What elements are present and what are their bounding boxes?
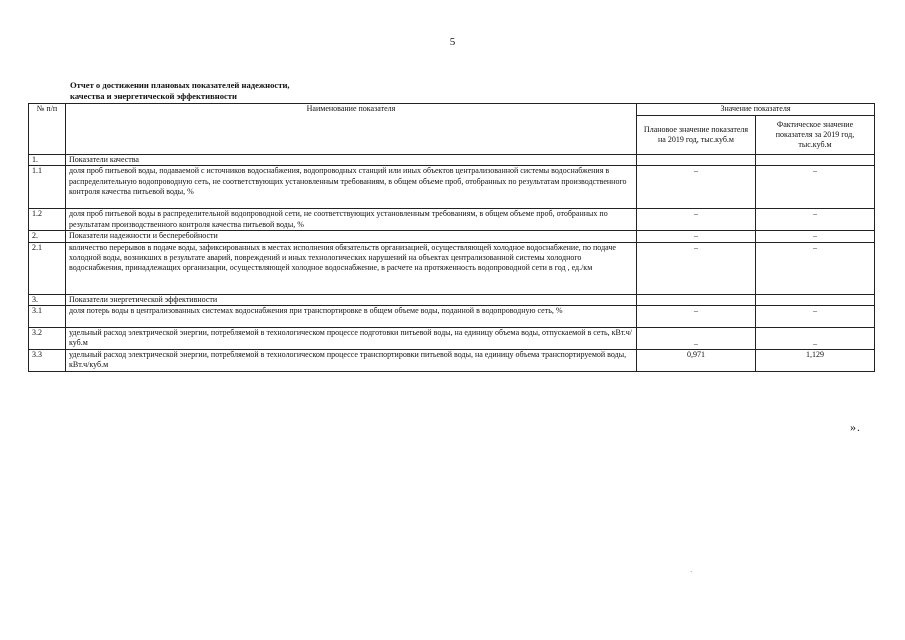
row-actual-value: – (756, 231, 875, 242)
row-actual-value: – (756, 209, 875, 231)
row-num: 3.2 (29, 327, 66, 349)
scan-speck: · (690, 568, 693, 576)
row-plan-value (637, 155, 756, 166)
column-header-num: № п/п (29, 104, 66, 155)
row-num: 3. (29, 294, 66, 305)
table-row (29, 209, 875, 231)
table-row (29, 349, 875, 371)
row-actual-value: – (756, 166, 875, 209)
closing-quote-mark: ». (850, 420, 861, 434)
row-num: 2.1 (29, 242, 66, 294)
row-num: 1. (29, 155, 66, 166)
row-num: 2. (29, 231, 66, 242)
row-actual-value: – (756, 305, 875, 327)
report-heading (70, 80, 290, 102)
table-row (29, 242, 875, 294)
indicators-table (28, 103, 875, 372)
column-header-name: Наименование показателя (66, 104, 637, 155)
row-actual-value: – (756, 242, 875, 294)
row-actual-value: – (756, 327, 875, 349)
row-num: 3.3 (29, 349, 66, 371)
row-name: Показатели энергетической эффективности (66, 294, 637, 305)
row-plan-value: – (637, 242, 756, 294)
row-plan-value: 0,971 (637, 349, 756, 371)
report-heading-line-1: Отчет о достижении плановых показателей надежности, (70, 80, 290, 90)
row-plan-value (637, 294, 756, 305)
row-num: 1.2 (29, 209, 66, 231)
row-name: удельный расход электрической энергии, потребляемой в технологическом процессе транспортировки питьевой воды, на единицу объема транспортируемой воды, кВт.ч/куб.м (66, 349, 637, 371)
row-name: доля потерь воды в централизованных системах водоснабжения при транспортировке в общем объеме воды, поданной в водопроводную сеть, % (66, 305, 637, 327)
row-plan-value: – (637, 327, 756, 349)
row-num: 1.1 (29, 166, 66, 209)
row-name: Показатели качества (66, 155, 637, 166)
table-row (29, 327, 875, 349)
row-actual-value (756, 155, 875, 166)
row-plan-value: – (637, 305, 756, 327)
row-actual-value: 1,129 (756, 349, 875, 371)
page-number: 5 (449, 36, 456, 48)
row-name: Показатели надежности и бесперебойности (66, 231, 637, 242)
table-row (29, 294, 875, 305)
row-name: доля проб питьевой воды в распределительной водопроводной сети, не соответствующих установленным требованиям, в общем объеме проб, отобранных по результатам производственного контроля качества питьевой воды, % (66, 209, 637, 231)
row-name: удельный расход электрической энергии, потребляемой в технологическом процессе подготовки питьевой воды, на единицу объема воды, отпускаемой в сеть, кВт.ч/куб.м (66, 327, 637, 349)
report-heading-line-2: качества и энергетической эффективности (70, 91, 237, 101)
table-header-row (29, 104, 875, 116)
row-name: доля проб питьевой воды, подаваемой с источников водоснабжения, водопроводных станций или иных объектов централизованной системы водоснабжения в распределительную водопроводную сеть, не соответствующих установленным требованиям, в общем объеме проб, отобранных по результатам производственного контроля качества питьевой воды, % (66, 166, 637, 209)
row-name: количество перерывов в подаче воды, зафиксированных в местах исполнения обязательств организацией, осуществляющей холодное водоснабжение, по подаче холодной воды, возникших в результате аварий, повреждений и иных технологических нарушений на объектах централизованной системы холодного водоснабжения, принадлежащих организации, осуществляющей холодное водоснабжение, в расчете на протяженность водопроводной сети в год , ед./км (66, 242, 637, 294)
table-row (29, 155, 875, 166)
column-header-value-group: Значение показателя (637, 104, 875, 116)
row-plan-value: – (637, 166, 756, 209)
table-row (29, 166, 875, 209)
table-row (29, 231, 875, 242)
row-plan-value: – (637, 231, 756, 242)
row-plan-value: – (637, 209, 756, 231)
table-row (29, 305, 875, 327)
row-num: 3.1 (29, 305, 66, 327)
row-actual-value (756, 294, 875, 305)
column-header-actual: Фактическое значение показателя за 2019 год, тыс.куб.м (756, 116, 875, 155)
column-header-plan: Плановое значение показателя на 2019 год, тыс.куб.м (637, 116, 756, 155)
